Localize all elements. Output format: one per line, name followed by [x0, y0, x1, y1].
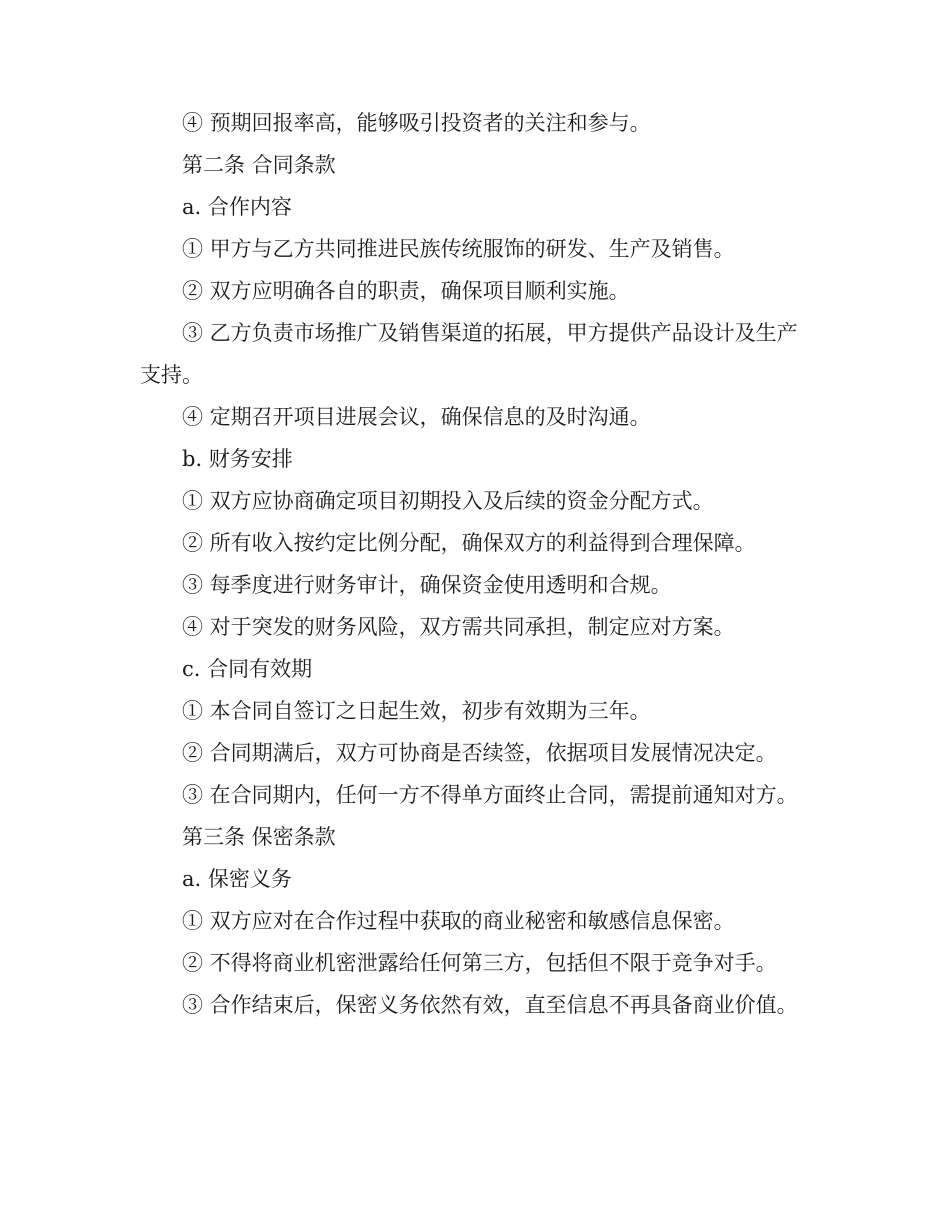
list-item: ① 双方应对在合作过程中获取的商业秘密和敏感信息保密。: [182, 909, 735, 933]
list-item: ① 本合同自签订之日起生效，初步有效期为三年。: [182, 699, 651, 723]
list-item: ② 双方应明确各自的职责，确保项目顺利实施。: [182, 279, 630, 303]
list-item: ③ 在合同期内，任何一方不得单方面终止合同，需提前通知对方。: [182, 783, 798, 807]
list-item: ③ 每季度进行财务审计，确保资金使用透明和合规。: [182, 573, 672, 597]
list-item: ① 甲方与乙方共同推进民族传统服饰的研发、生产及销售。: [182, 237, 735, 261]
document-body: [140, 102, 810, 1026]
list-item: ② 所有收入按约定比例分配，确保双方的利益得到合理保障。: [182, 531, 756, 555]
list-item: ③ 合作结束后，保密义务依然有效，直至信息不再具备商业价值。: [182, 993, 798, 1017]
section-heading: 第二条 合同条款: [182, 153, 336, 177]
list-item: ③ 乙方负责市场推广及销售渠道的拓展，甲方提供产品设计及生产支持。: [140, 321, 798, 387]
list-item: ① 双方应协商确定项目初期投入及后续的资金分配方式。: [182, 489, 714, 513]
subsection-heading: a. 合作内容: [182, 195, 292, 219]
list-item: ② 合同期满后，双方可协商是否续签，依据项目发展情况决定。: [182, 741, 777, 765]
subsection-heading: b. 财务安排: [182, 447, 293, 471]
list-item: ④ 预期回报率高，能够吸引投资者的关注和参与。: [182, 111, 651, 135]
subsection-heading: c. 合同有效期: [182, 657, 313, 681]
subsection-heading: a. 保密义务: [182, 867, 292, 891]
list-item: ② 不得将商业机密泄露给任何第三方，包括但不限于竞争对手。: [182, 951, 777, 975]
section-heading: 第三条 保密条款: [182, 825, 336, 849]
list-item: ④ 对于突发的财务风险，双方需共同承担，制定应对方案。: [182, 615, 735, 639]
list-item: ④ 定期召开项目进展会议，确保信息的及时沟通。: [182, 405, 651, 429]
